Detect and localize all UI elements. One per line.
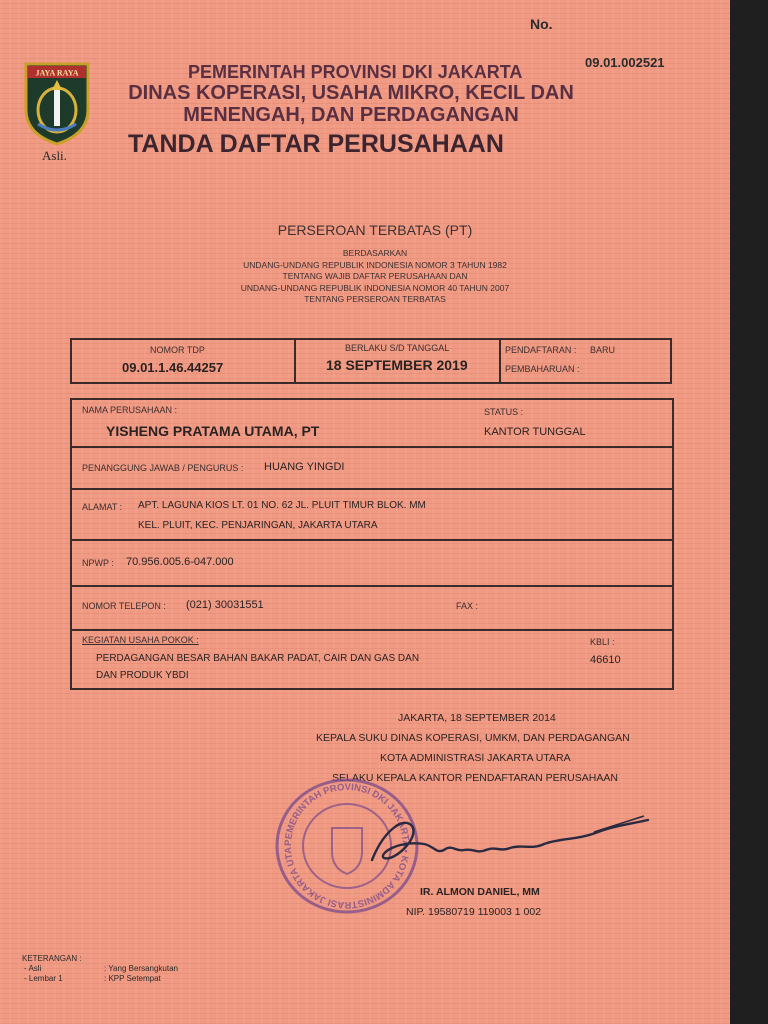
business-activity-line2: DAN PRODUK YBDI	[96, 670, 189, 681]
remarks-row1-right: : Yang Bersangkutan	[104, 964, 178, 973]
scan-edge	[730, 0, 768, 1024]
issuer-agency	[126, 82, 576, 126]
responsible-label: PENANGGUNG JAWAB / PENGURUS :	[82, 463, 244, 473]
remarks-row2-right: : KPP Setempat	[104, 974, 161, 983]
divider	[294, 338, 296, 382]
status-label: STATUS :	[484, 407, 524, 417]
original-mark: Asli.	[42, 148, 67, 163]
divider	[70, 539, 674, 541]
serial-number: 09.01.002521	[585, 55, 665, 70]
registration-label: PENDAFTARAN :	[505, 345, 577, 355]
address-line2: KEL. PLUIT, KEC. PENJARINGAN, JAKARTA UTARA	[138, 520, 378, 531]
signer-title-2: KOTA ADMINISTRASI JAKARTA UTARA	[380, 752, 571, 764]
status-value: KANTOR TUNGGAL	[484, 426, 586, 438]
signer-name: IR. ALMON DANIEL, MM	[420, 886, 540, 898]
place-date: JAKARTA, 18 SEPTEMBER 2014	[398, 712, 556, 724]
divider	[70, 629, 674, 631]
legal-basis-3: UNDANG-UNDANG REPUBLIK INDONESIA NOMOR 40 TAHUN 2007	[240, 283, 510, 293]
signer-nip: NIP. 19580719 119003 1 002	[406, 906, 542, 918]
valid-until-label: BERLAKU S/D TANGGAL	[345, 343, 450, 353]
issuer-agency-line2: MENENGAH, DAN PERDAGANGAN	[183, 104, 519, 126]
legal-basis-0: BERDASARKAN	[342, 248, 408, 258]
signer-title-3: SELAKU KEPALA KANTOR PENDAFTARAN PERUSAHAAN	[332, 772, 618, 784]
issuer-government: PEMERINTAH PROVINSI DKI JAKARTA	[188, 62, 523, 82]
jakarta-emblem	[22, 60, 92, 146]
npwp-value: 70.956.005.6-047.000	[126, 556, 234, 568]
kbli-value: 46610	[590, 654, 621, 666]
legal-basis-2: TENTANG WAJIB DAFTAR PERUSAHAAN DAN	[282, 271, 468, 281]
emblem-motto: JAYA RAYA	[35, 68, 79, 78]
fax-label: FAX :	[456, 601, 479, 611]
stamp-text: PEMERINTAH PROVINSI DKI JAKARTA • KOTA ADMINISTRASI JAKARTA UTA	[282, 781, 412, 911]
legal-basis-4: TENTANG PERSEROAN TERBATAS	[304, 294, 446, 304]
signer-title-1: KEPALA SUKU DINAS KOPERASI, UMKM, DAN PERDAGANGAN	[316, 732, 630, 744]
valid-until-value: 18 SEPTEMBER 2019	[326, 357, 468, 373]
business-activity-label: KEGIATAN USAHA POKOK :	[82, 635, 199, 645]
remarks-row2-left: - Lembar 1	[24, 974, 63, 983]
kbli-label: KBLI :	[590, 637, 615, 647]
divider	[499, 338, 501, 382]
remarks-label: KETERANGAN :	[22, 954, 82, 963]
business-activity-line1: PERDAGANGAN BESAR BAHAN BAKAR PADAT, CAIR DAN GAS DAN	[96, 653, 420, 664]
number-label: No.	[530, 16, 553, 32]
registration-value: BARU	[590, 345, 616, 355]
issuer-agency-line1: DINAS KOPERASI, USAHA MIKRO, KECIL DAN	[128, 82, 574, 104]
npwp-label: NPWP :	[82, 558, 114, 568]
address-line1: APT. LAGUNA KIOS LT. 01 NO. 62 JL. PLUIT TIMUR BLOK. MM	[138, 500, 426, 511]
signature-scribble	[364, 810, 654, 874]
address-label: ALAMAT :	[82, 502, 123, 512]
renewal-label: PEMBAHARUAN :	[505, 364, 580, 374]
phone-value: (021) 30031551	[186, 599, 264, 611]
tdp-number-label: NOMOR TDP	[150, 345, 205, 355]
company-name-label: NAMA PERUSAHAAN :	[82, 405, 178, 415]
remarks-row1-left: - Asli	[24, 964, 42, 973]
company-info-box	[70, 398, 674, 690]
document-title: TANDA DAFTAR PERUSAHAAN	[128, 130, 504, 158]
responsible-value: HUANG YINGDI	[264, 461, 345, 473]
company-type: PERSEROAN TERBATAS (PT)	[277, 222, 473, 238]
legal-basis-1: UNDANG-UNDANG REPUBLIK INDONESIA NOMOR 3 TAHUN 1982	[243, 260, 507, 270]
tdp-number-value: 09.01.1.46.44257	[122, 360, 224, 375]
divider	[70, 446, 674, 448]
company-name-value: YISHENG PRATAMA UTAMA, PT	[106, 423, 320, 439]
divider	[70, 488, 674, 490]
phone-label: NOMOR TELEPON :	[82, 601, 166, 611]
divider	[70, 585, 674, 587]
